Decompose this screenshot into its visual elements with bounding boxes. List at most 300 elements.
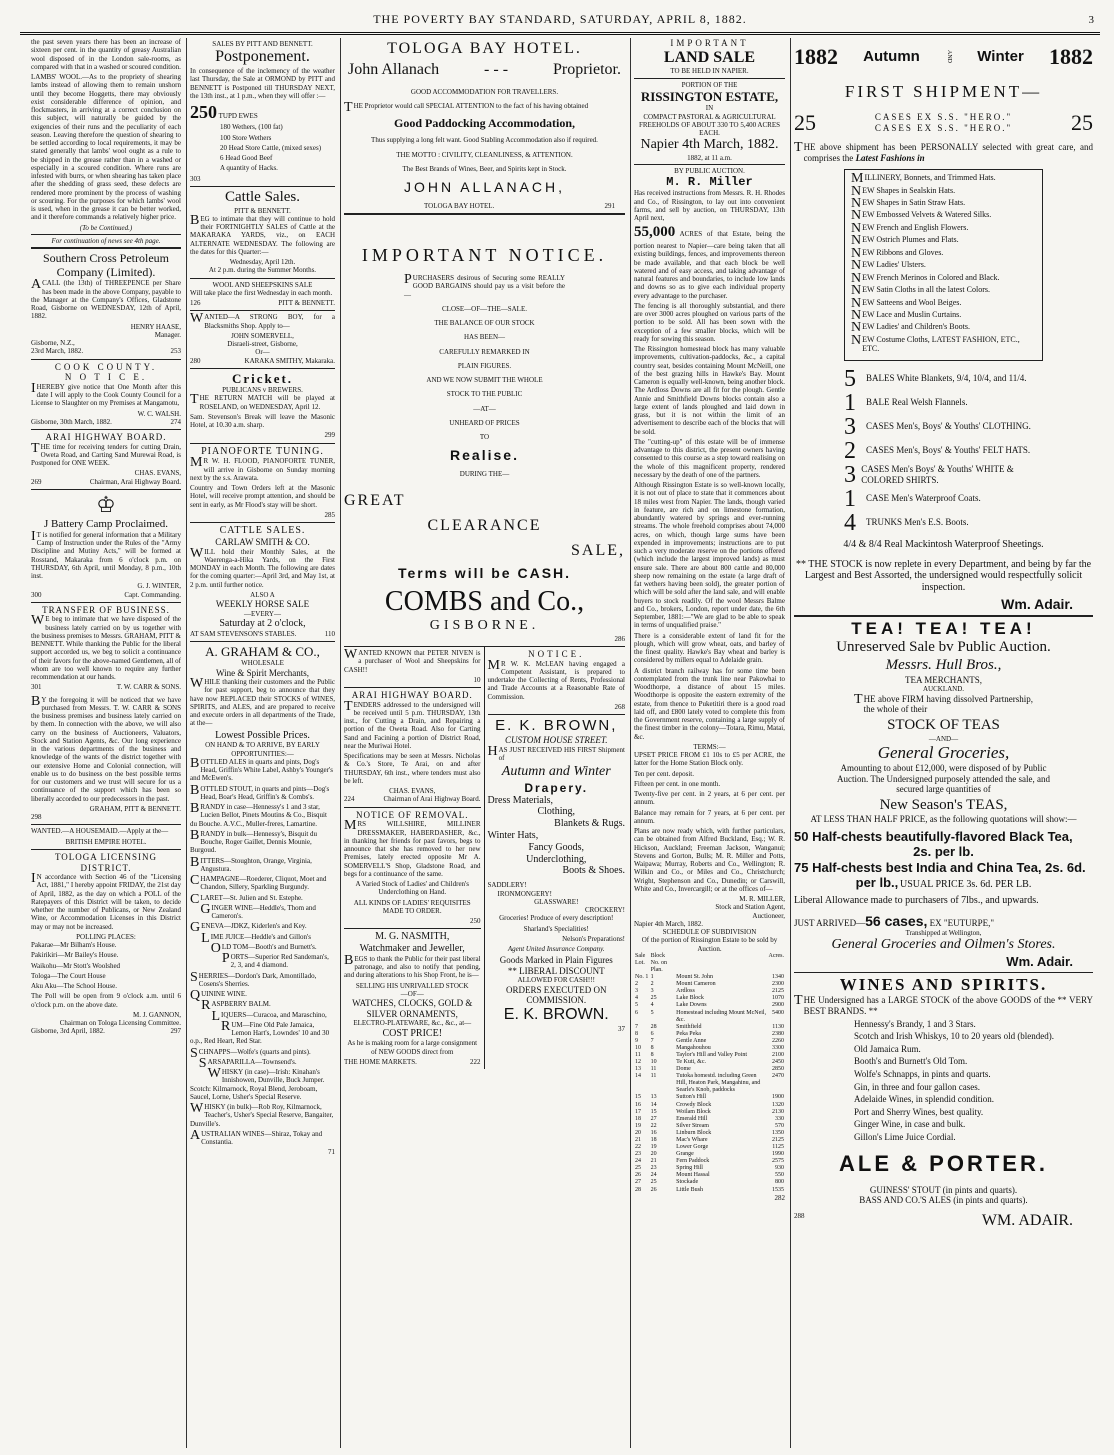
table-cell: 1350	[772, 1129, 784, 1136]
table-row	[634, 988, 785, 995]
list-item: Gillon's Lime Juice Cordial.	[854, 1131, 956, 1142]
ad-body: Will take place the first Wednesday in each month.	[190, 288, 333, 297]
ad-body: There is a considerable extent of land fit for the plough, which will grow wheat, oats, and barley of the finest quality. Hawke's Bay wheat and barley is considered by millers equal to Adelaide grain.	[634, 631, 785, 665]
notice-line: UNHEARD OF PRICES	[449, 418, 520, 427]
table-cell: 13	[635, 1066, 641, 1073]
ale-porter: ALE & PORTER.	[839, 1150, 1048, 1176]
stock-list	[190, 755, 335, 1147]
ad-number: 285	[324, 510, 335, 519]
table-cell: 9	[635, 1037, 638, 1044]
bale-row	[844, 439, 1043, 463]
table-cell: 1070	[772, 995, 784, 1002]
ad-subtitle: TO BE HELD IN NAPIER.	[670, 67, 749, 76]
table-cell: 15	[635, 1094, 641, 1101]
list-item: PORTS—Superior Red Sandeman's, 2, 3, and 4 diamond.	[221, 951, 329, 970]
table-cell: Mount St. John	[676, 974, 713, 981]
realise-line: Realise.	[450, 447, 519, 464]
table-cell: 18	[635, 1115, 641, 1122]
ad-place: Gisborne, N.Z.,	[31, 339, 75, 348]
ad-subtitle: Unreserved Sale bv Public Auction.	[836, 639, 1051, 656]
table-cell: 5400	[772, 1009, 784, 1016]
ad-body: WILL hold their Monthly Sales, at the Waerenga-a-Hika Yards, on the First MONDAY in each Month. The following are dates for the coming quarter:—April 3rd, and May 1st, at 2 p.m. until further notice.	[190, 545, 335, 589]
ad-date: Gisborne, 30th March, 1882.	[31, 417, 112, 426]
ad-sign: WM. ADAIR.	[981, 1211, 1073, 1229]
column-header	[675, 953, 767, 974]
postponement-ad	[190, 38, 335, 187]
auctioneer-name: M. R. Miller	[666, 175, 753, 190]
list-item: BITTERS—Stoughton, Orange, Virginia, Angustura.	[190, 854, 312, 873]
bale-count: 1	[844, 485, 856, 512]
bale-text: CASES Men's, Boys' & Youths' CLOTHING.	[866, 421, 1031, 432]
list-item: Gin, in three and four gallon cases.	[854, 1081, 980, 1092]
list-item: NEW Satin Cloths in all the latest Colors.	[851, 283, 990, 299]
cook-county-ad	[31, 360, 181, 430]
list-item: SARSAPARILLA—Townsend's.	[198, 1055, 297, 1071]
table-row	[634, 1123, 785, 1130]
acreage: 55,000	[634, 224, 676, 241]
table-cell: 16	[635, 1101, 641, 1108]
mclean-notice-ad	[488, 647, 626, 715]
usual-price: USUAL PRICE 3s. 6d. PER LB.	[900, 879, 1032, 891]
table-row	[634, 1116, 785, 1123]
terms-title: TERMS:—	[693, 742, 726, 751]
masthead-title: THE POVERTY BAY STANDARD, SATURDAY, APRIL 8, 1882.	[373, 12, 747, 26]
table-cell: 8	[650, 1052, 654, 1059]
land-sale-ad	[634, 38, 785, 1202]
ad-number: 274	[170, 417, 181, 426]
list-item: IRONMONGERY!	[497, 889, 552, 898]
wool-sale-ad	[190, 279, 335, 312]
ad-number: 71	[328, 1148, 335, 1157]
ad-body: A Varied Stock of Ladies' and Children's Underclothing on Hand.	[355, 880, 470, 897]
ad-body: Balance may remain for 7 years, at 6 per cent. per annum.	[634, 808, 785, 825]
bale-count: 5	[844, 365, 856, 392]
sale-date: Napier 4th March, 1882.	[640, 137, 779, 153]
ad-number: 253	[170, 347, 181, 356]
list-item: NEW Lace and Muslin Curtains.	[851, 307, 962, 323]
masthead	[20, 6, 1100, 35]
table-cell: 11	[635, 1052, 641, 1059]
ad-subtitle: Watchmaker and Jeweller,	[359, 943, 465, 955]
wool-news	[31, 38, 181, 245]
subcolumn-left	[344, 647, 485, 1069]
notice-line: —OF—	[400, 989, 424, 998]
ad-title: Southern Cross Petroleum Company (Limited).	[43, 251, 169, 280]
polling-places-list	[31, 941, 181, 990]
table-row	[634, 1059, 785, 1066]
ad-place: AUCKLAND.	[922, 685, 965, 694]
table-cell: 2900	[772, 1002, 784, 1009]
table-cell: Mangahouhou	[676, 1044, 711, 1051]
bale-row	[844, 391, 1043, 415]
proprietor-role: Proprietor.	[552, 60, 621, 78]
table-cell: 4	[635, 995, 638, 1002]
list-item: Underclothing,	[526, 853, 587, 865]
notice-line: PLAIN FIGURES.	[457, 361, 512, 370]
list-item: RUM—Fine Old Pale Jamaica, Lemon Hart's, Lowndes' 10 and 30 o.p., Red Heart, Red Star.	[190, 1018, 330, 1046]
ad-body: MR W. K. McLEAN having engaged a Competent Assistant, is prepared to undertake the Collecting of Rents, Professional and Trade Accounts at a Reasonable Rate of Commission.	[487, 657, 625, 701]
ad-body: A district branch railway has for some time been contemplated from the trunk line near Pakowhai to Woodthorpe, a distance of about 15 miles. Woodthorpe is opposite the eastern extremity of the estate, from thence to Puketitiri there is a good road laid off, and £800 lately voted to complete this from the Government reserve, containing a large supply of the finest timber in the colony—Totara, Rimu, Matai, &c.	[634, 666, 785, 741]
table-row	[634, 1187, 785, 1194]
table-row	[634, 1172, 785, 1179]
clearance-word: CLEARANCE	[427, 517, 542, 535]
table-cell: 24	[650, 1172, 657, 1179]
important-notice-ad	[344, 215, 625, 647]
new-teas: New Season's TEAS,	[879, 796, 1008, 813]
bale-text: BALE Real Welsh Flannels.	[866, 397, 968, 408]
table-cell: 1	[650, 974, 654, 981]
news-paragraph: LAMBS' WOOL.—As to the propriety of shearing lambs instead of allowing them to remain unshorn until they become Hoggetts, there may obviously exist considerable difference of opinion, and flockmasters, in arriving at a correct conclusion on this subject, will naturally be guided by the exigencies of their runs and the peculiarity of each season. Leaving therefore the question of shearing to be settled according to local requirements, it may be stated generally that lambs' wool ought as a rule to be shipped in the grease rather than in a washed or especially in a scoured condition. Where runs are infested with burrs, or when shearing has taken place after the shedding of grass seed, these defects are rendered more prominent by the process of washing or scouring. For the purposes for which lambs' wool is used, when in the grease it can be better worked, and it therefore commands a relatively higher price.	[31, 73, 181, 222]
table-cell: No. 1	[635, 974, 649, 981]
table-cell: 25	[650, 995, 657, 1002]
schedule-title: SCHEDULE OF SUBDIVISION	[662, 928, 757, 937]
list-item: BOTTLED STOUT, in quarts and pints—Dog's Head, Boar's Head, Griffin's & Combs's.	[190, 782, 330, 801]
piano-tuning-ad	[190, 444, 335, 524]
sale-date: Wednesday, April 12th.	[229, 258, 296, 267]
table-cell: 2100	[772, 1052, 784, 1059]
table-cell: 4	[650, 1002, 654, 1009]
oilmen-line: General Groceries and Oilmen's Stores.	[831, 937, 1056, 953]
ad-title: IMPORTANT NOTICE.	[361, 244, 608, 265]
notice-lines	[344, 266, 625, 492]
notice-line: TO	[479, 433, 490, 442]
ad-place: Disraeli-street, Gisborne,	[227, 340, 298, 349]
list-item: WHISKY (in case)—Irish: Kinahan's Innishowen, Dunville, Buck Jumper. Scotch: Kilmarnock, Royal Blend, Jeroboam, Saucel, Lorne, Usher's Special Reserve.	[190, 1066, 325, 1101]
ad-sign: M. J. GANNON,	[132, 1010, 181, 1019]
estate-name: RISSINGTON ESTATE,	[640, 88, 779, 104]
list-item: BOTTLED ALES in quarts and pints, Dog's Head, Griffin's White Label, Ashby's Younger's and McEwen's.	[190, 755, 333, 783]
ad-body: THE above shipment has been PERSONALLY selected with great care, and comprises the	[794, 139, 1093, 163]
table-cell: 800	[775, 1179, 784, 1186]
ad-number: 37	[618, 1024, 625, 1033]
sale-time: At 2 p.m. during the Summer Months.	[208, 266, 317, 275]
bale-row	[844, 463, 1043, 487]
list-item: MILLINERY, Bonnets, and Trimmed Hats.	[851, 171, 996, 187]
table-cell: Te Kuti, &c.	[676, 1059, 707, 1066]
table-cell: 3300	[772, 1044, 784, 1051]
table-cell: Stockade	[676, 1179, 699, 1186]
list-item: AUSTRALIAN WINES—Shiraz, Tokay and Constantia.	[190, 1127, 323, 1147]
arai-board-ad	[31, 430, 181, 490]
ewe-count: 250	[190, 102, 217, 123]
ad-body: BEG to intimate that they will continue to hold their FORTNIGHTLY SALES of Cattle at the MAKARAKA YARDS, viz., on EACH ALTERNATE WEDNESDAY. The following are the dates for this Quarter:—	[190, 212, 335, 256]
ad-body: Although Rissington Estate is so well-known locally, it is not out of place to state that it commences about 18 miles west from Napier. The lands, though varied in feature, are rich and on limestone formation, abundantly watered by springs and ever-running streams. The whole freehold comprises about 74,000 acres, on which, though large sums have been expended in improvements; instructions are to put such a very moderate reserve on the portions offered (which include the largest improved lands) as must ensure sale. There are about 800 cattle and 80,000 sheep now remaining on the estate (a large draft of fat wethers having been sold), the greater portion of which will be sold after the land sale, and will enable buyers to stock readily. Of the wool Messrs Balme and Co., brokers, London, report under date, the 6th September, 1881:—"We are glad to be able to speak in terms of unqualified praise."	[634, 481, 785, 630]
column-3	[340, 38, 628, 1448]
ad-subtitle: WHOLESALE	[241, 659, 284, 668]
column-header: Block No. on Plan.	[650, 952, 667, 974]
list-item: Ginger Wine, in case and bulk.	[854, 1119, 966, 1130]
table-cell: 6	[650, 1030, 654, 1037]
quote-line: 75 Half-chests best India and China Tea, 2s. 6d.	[794, 859, 1086, 875]
table-cell: 28	[635, 1186, 641, 1193]
ad-body: IN accordance with Section 46 of the "Licensing Act, 1881," I hereby appoint FRIDAY, the 21st day of April, 1882, as the day on which a POLL of the Ratepayers of this District will be taken, to decide whether the number of Publicans, or New Zealand Wine, or Accommodation Licenses in this District may or may not be increased.	[31, 871, 181, 931]
polling-places-title: POLLING PLACES:	[76, 932, 136, 941]
list-item: Blankets & Rugs.	[554, 818, 625, 830]
bale-count: 3	[844, 413, 856, 440]
cases-line: CASES EX S.S. "HERO."	[874, 122, 1013, 133]
brown-drapery-ad	[488, 715, 626, 1036]
ad-place: TOLOGA BAY HOTEL.	[424, 201, 495, 210]
allowance-line: Liberal Allowance made to purchasers of 7lbs., and upwards.	[794, 894, 1039, 906]
table-row	[634, 1038, 785, 1045]
table-cell: 18	[650, 1136, 657, 1143]
table-cell: 24	[635, 1158, 641, 1165]
list-item: NEW Ladies' and Children's Boots.	[851, 320, 970, 336]
notice-line: AND WE NOW SUBMIT THE WHOLE	[426, 376, 543, 385]
list-item: Pakirikiri—Mr Bailey's House.	[31, 951, 119, 960]
table-cell: 25	[635, 1165, 641, 1172]
ad-title: J Battery Camp Proclaimed.	[43, 517, 169, 530]
list-item: Port and Sherry Wines, best quality.	[854, 1106, 984, 1117]
orders-line: ORDERS EXECUTED ON COMMISSION.	[506, 984, 607, 1006]
season-line: Autumn and Winter	[501, 764, 611, 780]
lowest-prices: Lowest Possible Prices.	[215, 729, 310, 741]
ad-number: 268	[614, 702, 625, 711]
stock-list	[190, 123, 335, 172]
list-item: SHERRIES—Dordon's Dark, Amontillado, Cosens's Sherries.	[190, 969, 317, 988]
ad-body: WHILE thanking their customers and the Public for past support, beg to announce that they have now REPLACED their STOCKS of WINES, SPIRITS, and ALES, and are prepared to receive and execute orders in all departments of the Trade, at the—	[190, 676, 335, 728]
table-row	[634, 1102, 785, 1109]
ales-line: BASS AND CO.'S ALES (in pints and quarts).	[859, 1195, 1028, 1206]
ad-title: M. G. NASMITH,	[375, 931, 450, 943]
ad-number: 286	[614, 634, 625, 643]
table-cell: 3	[650, 988, 654, 995]
ad-sign: HENRY HAASE,	[130, 322, 181, 331]
ad-body: IHEREBY give notice that One Month after this date I will apply to the Cook County Council for a License to Slaughter on my Premises at Mangamotu,	[31, 380, 181, 408]
ad-title: TEA! TEA! TEA!	[851, 619, 1036, 639]
ad-title: CATTLE SALES.	[219, 525, 306, 537]
ad-role: Stock and Station Agent,	[715, 903, 785, 912]
ad-number: 280	[190, 356, 201, 365]
table-row	[634, 981, 785, 988]
list-item: QUININE WINE.	[190, 988, 247, 1004]
petroleum-ad	[31, 247, 181, 360]
table-cell: 8	[650, 1044, 654, 1051]
ad-body: Groceries! Produce of every description!	[499, 914, 614, 923]
bale-text: TRUNKS Men's E.S. Boots.	[866, 517, 969, 528]
royal-crest-icon: ♔	[96, 491, 116, 517]
and-word: AND	[946, 50, 953, 64]
housemaid-ad	[31, 825, 181, 850]
table-cell: 21	[635, 1136, 641, 1143]
ad-body: THE Undersigned has a LARGE STOCK of the above GOODS of the ** VERY BEST BRANDS. **	[794, 993, 1093, 1016]
ad-sign: T. W. CARR & SONS.	[116, 683, 181, 692]
table-cell: 8	[635, 1030, 638, 1037]
list-item: SCHNAPPS—Wolfe's (quarts and pints).	[190, 1045, 311, 1061]
ad-body: Country and Town Orders left at the Masonic Hotel, will receive prompt attention, and should be sent in early, as Mr Flood's stay will be short.	[190, 484, 335, 509]
table-cell: 27	[650, 1115, 657, 1122]
list-item: CROCKERY!	[584, 906, 625, 915]
graham-merchants-ad	[190, 642, 335, 1160]
table-row	[634, 1073, 785, 1094]
bale-row	[844, 367, 1043, 391]
table-cell: Ardloss	[676, 988, 695, 995]
notice-line: CAREFULLY REMARKED IN	[439, 347, 530, 356]
ad-sign: GRAHAM, PITT & BENNETT.	[89, 804, 181, 813]
table-cell: 23	[635, 1151, 641, 1158]
bale-text: CASE Men's Waterproof Coats.	[866, 493, 981, 504]
table-row	[634, 1052, 785, 1059]
table-cell: Mount Cameron	[676, 981, 716, 988]
ad-role: Manager.	[154, 330, 181, 339]
table-cell: 1535	[772, 1186, 784, 1193]
table-cell: Dome	[676, 1066, 691, 1073]
ad-body: Plans are now ready which, with further particulars, can be obtained from Alfred Buckland, Esq.; W. R. Hickson, Auckland; Freeman Jackson, Wanganui; Stevens and Gorton, Bulls; M. R. Miller and Potts, Waipawa; Murray, Roberts and Co., Wellington; R. Wilkin and Co., or Miles and Co., Christchurch; Wright, Stephenson and Co., Dunedin; or Carswill, White and Co., Invercargill; or at the offices of—	[634, 827, 785, 893]
notice-line: IN	[705, 104, 714, 113]
table-cell: Linburn Block	[676, 1129, 712, 1136]
ad-title: Postponement.	[215, 48, 310, 66]
ad-body: Sam. Stevenson's Break will leave the Masonic Hotel, at 10.30 a.m. sharp.	[190, 412, 335, 430]
ad-sign: E. K. BROWN.	[503, 1005, 609, 1023]
table-cell: Lake Block	[676, 995, 704, 1002]
ad-body: THE time for receiving tenders for cutting Drain, Oweta Road, and Carting Sand Murewai Road, is Postponed for ONE WEEK.	[31, 440, 181, 468]
dashes: - - -	[484, 60, 509, 78]
ad-body: TENDERS addressed to the undersigned will be received until 5 p.m. THURSDAY, 13th inst., for Cutting a Drain, and Repairing a portion of the Oweta Road. Also for Carting Sand and Facining a portion of District Road, near the Muriwai Hotel.	[344, 698, 481, 750]
cases-row	[794, 110, 1093, 136]
table-cell: 1900	[772, 1094, 784, 1101]
quote-price: per lb.,	[855, 875, 899, 891]
ad-sign: CHAS. EVANS,	[389, 787, 436, 796]
table-cell: Emerald Hill	[676, 1115, 708, 1122]
list-item: NEW Costume Cloths, LATEST FASHION, ETC., ETC.	[851, 332, 1020, 354]
table-row	[634, 1179, 785, 1186]
table-cell: 2300	[772, 981, 784, 988]
half-price-line: AT LESS THAN HALF PRICE, as the following quotations will show:—	[810, 814, 1077, 825]
ad-also: ALSO A	[250, 590, 275, 599]
list-item: 6 Head Good Beef	[220, 154, 273, 163]
ad-number: 10	[473, 675, 481, 684]
ad-sign: PITT & BENNETT.	[278, 299, 335, 308]
column-2	[186, 38, 338, 1448]
list-item: NEW French and English Flowers.	[851, 220, 969, 236]
adair-fashion-ad	[794, 38, 1093, 617]
general-groceries: General Groceries,	[877, 742, 1010, 762]
tologa-hotel-ad	[344, 38, 625, 215]
ad-body: The Rissington homestead block has many valuable improvements, cultivation-paddocks, &c., a capital country seat, besides containing Mount McNeill, one of the best grazing hills in Hawke's Bay. Mount Cameron is equally well-known, being another block. The Ardloss Downs are all fit for the plough. Gentle Annie and Smithfield Downs blocks contain also a large extent of lands ploughed and laid down in grass, but it is not within the limit of an advertisement to describe each of the blocks that will be sold.	[634, 345, 785, 436]
table-cell: 12	[635, 1059, 641, 1066]
notice-line: CLOSE—OF—THE—SALE.	[442, 304, 527, 313]
ad-firm: COMBS and Co.,	[384, 586, 585, 618]
season-banner	[794, 40, 1093, 74]
ad-title: TOLOGA LICENSING DISTRICT.	[54, 851, 158, 873]
notice-line: COMPACT PASTORAL & AGRICULTURAL FREEHOLDS OF ABOUT 330 TO 5,400 ACRES EACH.	[639, 112, 780, 138]
ad-brands: The Best Brands of Wines, Beer, and Spirits kept in Stock.	[402, 164, 567, 173]
ad-subtitle: PUBLICANS v BREWERS.	[222, 386, 303, 395]
ad-body: HAS JUST RECEIVED HIS FIRST Shipment of	[487, 743, 625, 762]
table-row	[634, 1165, 785, 1172]
ad-title: NOTICE.	[528, 649, 585, 660]
cricket-ad	[190, 369, 335, 444]
arrived-label: JUST ARRIVED—	[794, 917, 866, 928]
ad-number: 250	[470, 917, 481, 926]
ad-body: UPSET PRICE FROM £1 10s to £5 per ACRE, the latter for the Home Station Block only.	[634, 751, 785, 768]
table-cell: Homestead including Mount McNeil, &c.	[676, 1009, 767, 1023]
bale-row	[844, 511, 1043, 535]
list-item: NEW Satteens and Wool Beiges.	[851, 295, 962, 311]
ad-title: Cricket.	[231, 370, 294, 386]
ad-body: MRS WILLSHIRE, MILLINER DRESSMAKER, HABERDASHER, &c., in thanking her friends for past favors, begs to announce that she has removed to her new Premises, lately erected opposite Mr A. SOMERVELL'S Shop, Gladstone Road, and begs for a continuance of the same.	[344, 818, 481, 878]
column-header: Sale Lot.	[635, 952, 646, 966]
table-cell: 20	[635, 1129, 641, 1136]
list-item: NEW Ladies' Ulsters.	[851, 258, 926, 274]
table-cell: 26	[650, 1186, 657, 1193]
table-cell: 2125	[772, 988, 784, 995]
ad-role: Chairman of Arai Highway Board.	[383, 795, 481, 804]
table-row	[634, 1144, 785, 1151]
table-cell: 13	[650, 1094, 657, 1101]
cash-terms: Terms will be CASH.	[397, 564, 572, 581]
table-cell: 1125	[772, 1144, 784, 1151]
table-cell: 11	[650, 1073, 657, 1080]
table-cell: 23	[650, 1165, 657, 1172]
table-cell: Silver Stream	[676, 1122, 709, 1129]
continuation-note: For continuation of news see 4th page.	[51, 236, 161, 245]
table-cell: 14	[650, 1101, 657, 1108]
list-item: RASPBERRY BALM.	[201, 998, 271, 1014]
great-word: GREAT	[344, 492, 406, 510]
ad-body: PURCHASERS desirous of Securing some REALLY GOOD BARGAINS should pay us a visit before the—	[404, 272, 565, 299]
ad-title: Cattle Sales.	[225, 188, 300, 205]
table-cell: Gentle Anne	[676, 1037, 707, 1044]
ad-body: THE RETURN MATCH will be played at ROSELAND, on WEDNESDAY, April 12.	[190, 392, 335, 411]
niven-ad	[344, 647, 481, 688]
bales-list	[794, 367, 1093, 535]
ad-number: 300	[31, 590, 42, 599]
year-right: 1882	[1048, 44, 1093, 69]
table-cell: Fern Paddock	[676, 1158, 710, 1165]
ad-sign: M. R. MILLER,	[739, 895, 785, 904]
list-item: Waikohu—Mr Stott's Woolshed	[31, 961, 121, 970]
table-row	[634, 1109, 785, 1116]
list-item: GENEVA—JDKZ, Kiderlen's and Key.	[190, 920, 307, 936]
stock-of-teas: STOCK OF TEAS	[887, 716, 1000, 733]
arrived-ship: EX "EUTURPE,"	[929, 917, 995, 928]
bale-row	[844, 487, 1043, 511]
notice-line: STOCK TO THE PUBLIC	[446, 390, 523, 399]
and-line: —AND—	[928, 734, 959, 743]
ad-tagline: GOOD ACCOMMODATION FOR TRAVELLERS.	[410, 87, 559, 96]
ad-number: 299	[324, 431, 335, 440]
notice-line: HAS BEEN—	[463, 333, 506, 342]
table-cell: 330	[775, 1115, 784, 1122]
case-count-left: 25	[794, 110, 816, 135]
removal-ad	[344, 808, 481, 930]
column-4	[630, 38, 788, 1448]
ad-body: WE beg to intimate that we have disposed of the business lately carried on by us together with the business premises to Messrs. GRAHAM, PITT & BENNETT. While thanking the Public for the liberal support accorded us, we beg to solicit a continuance of their favors for the above-named Gentlemen, all of whom are too well known to require any further recommendation at our hands.	[31, 613, 181, 682]
arai-tenders-ad	[344, 688, 481, 808]
ewe-item: TUPD EWES	[218, 112, 258, 121]
table-cell: Little Bush	[676, 1186, 703, 1193]
page-number: 3	[1088, 14, 1094, 26]
table-cell: 2380	[772, 1030, 784, 1037]
table-cell: 7	[650, 1037, 654, 1044]
table-row	[634, 1024, 785, 1031]
proprietor-name: John Allanach	[348, 60, 440, 78]
table-row	[634, 974, 785, 981]
bale-count: 2	[844, 437, 856, 464]
table-row	[634, 1031, 785, 1038]
list-item: LIQUERS—Curacoa, and Maraschino,	[211, 1008, 327, 1024]
arrived-cases: 56 cases,	[865, 912, 928, 929]
list-item: Boots & Shoes.	[562, 865, 625, 877]
list-item: Scotch and Irish Whiskys, 10 to 20 years old (blended).	[854, 1031, 1055, 1042]
ad-body: As he is making room for a large consignment of NEW GOODS direct from	[347, 1039, 478, 1056]
list-item: NEW Shapes in Satin Straw Hats.	[851, 196, 966, 212]
list-item: Tologa—The Court House	[31, 971, 106, 980]
ad-body: Ten per cent. deposit.	[634, 769, 694, 778]
list-item: Hennessy's Brandy, 1 and 3 Stars.	[854, 1018, 976, 1029]
list-item: NEW Ostrich Plumes and Flats.	[851, 233, 959, 249]
